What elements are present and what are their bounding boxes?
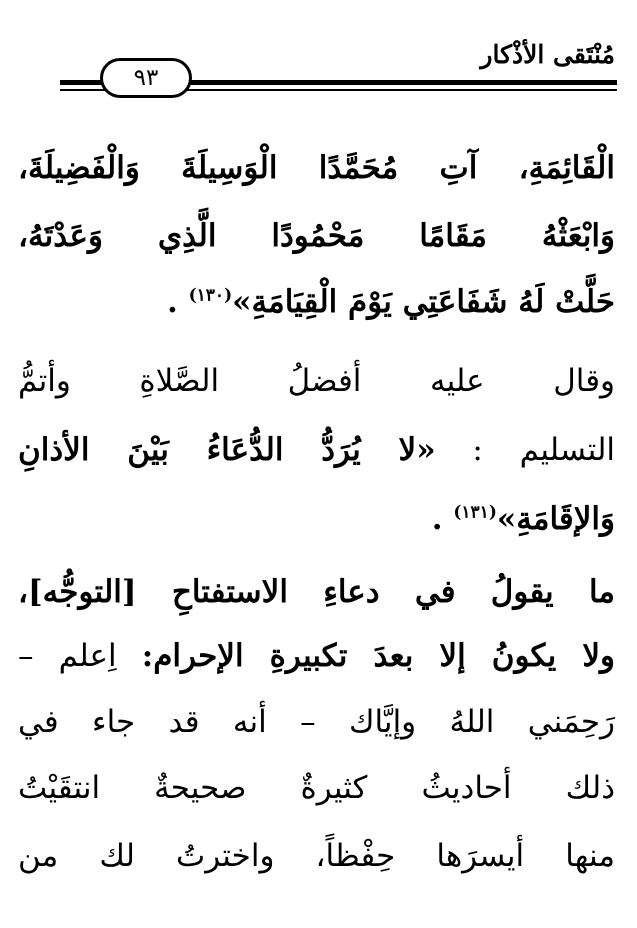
text-line-9 bbox=[18, 692, 615, 752]
text-line-3 bbox=[18, 272, 615, 332]
line-text: حَلَّتْ لَهُ شَفَاعَتِي يَوْمَ الْقِيَامَةِ» bbox=[232, 284, 615, 320]
footnote-marker: (١٣١) bbox=[453, 502, 497, 523]
text-line-6 bbox=[18, 489, 615, 549]
page-number: ٩٣ bbox=[100, 58, 192, 98]
section-heading-line-2 bbox=[18, 626, 615, 686]
hadith-quote: «لا يُرَدُّ الدُّعَاءُ بَيْنَ الأذانِ bbox=[18, 432, 436, 468]
line-prefix: التسليم : bbox=[435, 432, 615, 468]
running-header-title: مُنْتَقى الأذْكار bbox=[480, 40, 615, 69]
text-line-5 bbox=[18, 420, 615, 480]
line-text: وَالإقَامَةِ» bbox=[496, 501, 615, 537]
text-line-11 bbox=[18, 826, 615, 886]
line-text: رَحِمَني اللهُ وإيَّاك – أنه قد جاء في bbox=[18, 704, 615, 740]
line-tail: اِعلم – bbox=[18, 638, 142, 674]
line-text: الْقَائِمَةِ، آتِ مُحَمَّدًا الْوَسِيلَةَ وَالْفَضِيلَةَ، bbox=[18, 150, 615, 186]
line-tail: . bbox=[167, 284, 189, 320]
text-line-1 bbox=[18, 138, 615, 198]
line-tail: . bbox=[431, 501, 454, 537]
line-text: منها أيسرَها حِفْظاً، واخترتُ لك من bbox=[18, 838, 615, 874]
section-heading-line-1 bbox=[18, 562, 615, 622]
text-line-4 bbox=[18, 351, 615, 411]
text-line-2 bbox=[18, 206, 615, 266]
text-line-10 bbox=[18, 758, 615, 818]
footnote-marker: (١٣٠) bbox=[188, 285, 233, 306]
line-text: وقال عليه أفضلُ الصَّلاةِ وأتمُّ bbox=[18, 363, 615, 399]
line-text: ولا يكونُ إلا بعدَ تكبيرةِ الإحرام: bbox=[141, 638, 615, 674]
line-text: ما يقولُ في دعاءِ الاستفتاحِ [التوجُّه]، bbox=[18, 574, 615, 610]
line-text: وَابْعَثْهُ مَقَامًا مَحْمُودًا الَّذِي وَعَدْتَهُ، bbox=[18, 218, 615, 254]
line-text: ذلك أحاديثُ كثيرةٌ صحيحةٌ انتقَيْتُ bbox=[18, 770, 615, 806]
